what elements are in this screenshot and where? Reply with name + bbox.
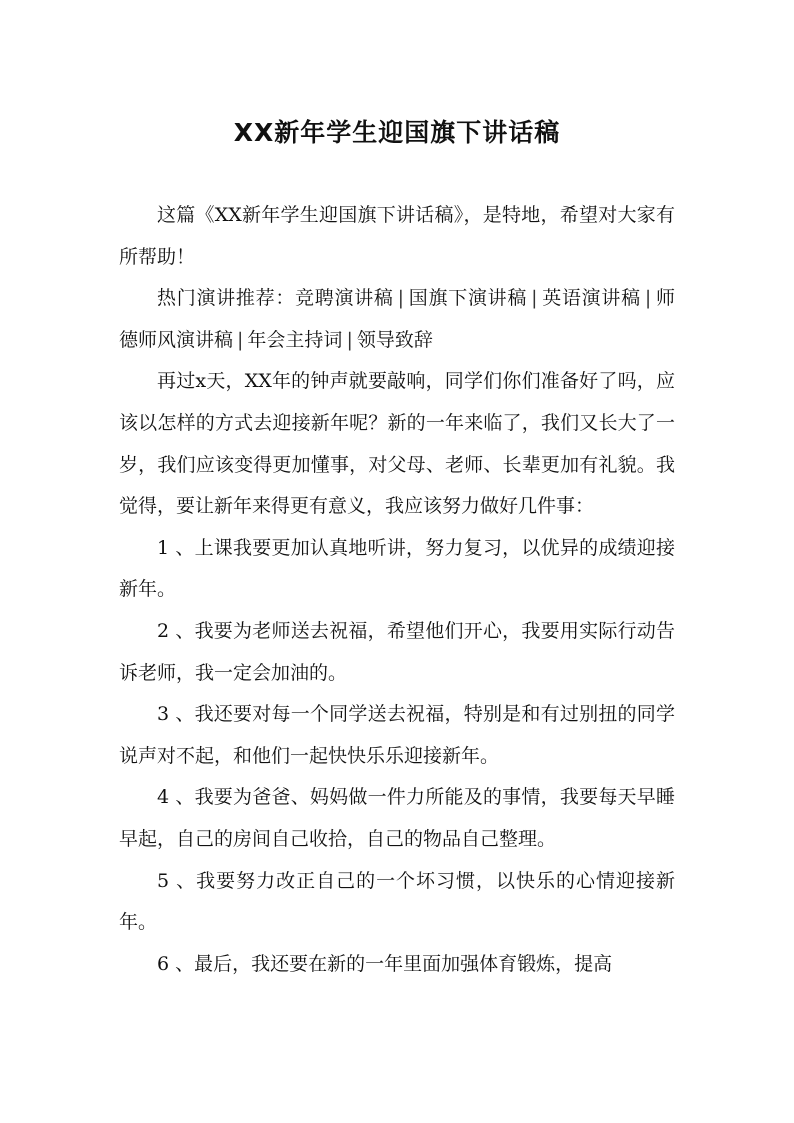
intro-paragraph: 这篇《XX新年学生迎国旗下讲话稿》，是特地，希望对大家有所帮助！ (119, 204, 675, 268)
recommend-link-leader-speech[interactable]: 领导致辞 (356, 328, 433, 351)
document-body (119, 195, 675, 985)
recommend-link-flag-speech[interactable]: 国旗下演讲稿 (408, 287, 528, 310)
recommend-link-campaign[interactable]: 竞聘演讲稿 (295, 287, 394, 310)
document-title: XX新年学生迎国旗下讲话稿 (233, 117, 561, 147)
recommend-link-english-speech[interactable]: 英语演讲稿 (541, 287, 641, 310)
list-item-3: 3 、我还要对每一个同学送去祝福，特别是和有过别扭的同学说声对不起，和他们一起快快乐乐迎接新年。 (119, 703, 675, 767)
link-separator: | (531, 287, 538, 310)
list-item-6: 6 、最后，我还要在新的一年里面加强体育锻炼，提高 (157, 952, 613, 975)
link-separator: | (346, 328, 353, 351)
recommend-link-annual-host[interactable]: 年会主持词 (247, 328, 343, 351)
list-item-2: 2 、我要为老师送去祝福，希望他们开心，我要用实际行动告诉老师，我一定会加油的。 (119, 619, 675, 684)
link-separator: | (237, 328, 244, 351)
list-item-5: 5 、我要努力改正自己的一个坏习惯，以快乐的心情迎接新年。 (119, 869, 675, 934)
link-separator: | (397, 287, 405, 310)
recommend-prefix: 热门演讲推荐： (157, 287, 296, 310)
link-separator: | (644, 287, 652, 310)
recommend-paragraph (119, 278, 675, 361)
body-paragraph-opening: 再过x天，XX年的钟声就要敲响，同学们你们准备好了吗，应该以怎样的方式去迎接新年呢？新的一年来临了，我们又长大了一岁，我们应该变得更加懂事，对父母、老师、长辈更加有礼貌。我觉得，要让新年来得更有意义，我应该努力做好几件事： (119, 370, 675, 518)
list-item-1: 1 、上课我要更加认真地听讲，努力复习，以优异的成绩迎接新年。 (119, 536, 675, 601)
list-item-4: 4 、我要为爸爸、妈妈做一件力所能及的事情，我要每天早睡早起，自己的房间自己收拾，自己的物品自己整理。 (119, 786, 675, 850)
recommend-link-teacher-ethics[interactable]: 师德师风演讲稿 (119, 287, 675, 351)
